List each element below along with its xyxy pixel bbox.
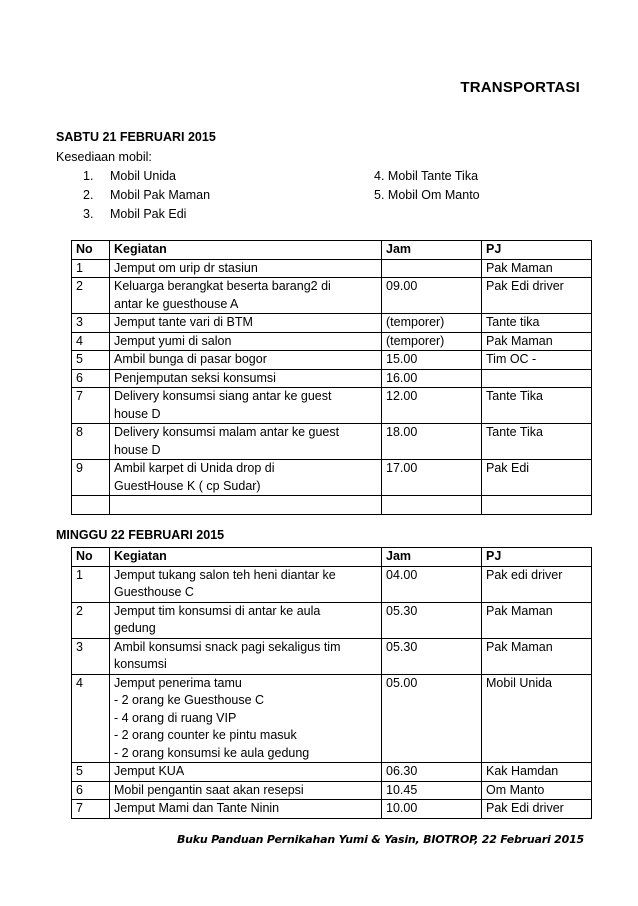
- footer-caption: Buku Panduan Pernikahan Yumi & Yasin, BIOTROP, 22 Februari 2015: [176, 833, 584, 846]
- cell-no: 7: [72, 388, 110, 424]
- cell-jam: (temporer): [382, 314, 482, 333]
- cell-jam: [382, 259, 482, 278]
- cell-jam: 05.00: [382, 674, 482, 763]
- cell-no: 3: [72, 638, 110, 674]
- kegiatan-line: antar ke guesthouse A: [114, 296, 239, 311]
- car-name: Mobil Unida: [110, 169, 177, 183]
- table-row: [72, 496, 592, 515]
- cell-pj: Tante Tika: [482, 424, 592, 460]
- header-jam: Jam: [382, 548, 482, 567]
- cell-no: 9: [72, 460, 110, 496]
- table-row: [72, 278, 592, 314]
- cell-kegiatan: [110, 259, 382, 278]
- saturday-schedule-table: [71, 240, 592, 515]
- cell-kegiatan: [110, 351, 382, 370]
- kegiatan-line: gedung: [114, 621, 156, 635]
- cell-jam: 05.30: [382, 638, 482, 674]
- cell-kegiatan: [110, 388, 382, 424]
- cell-pj: Kak Hamdan: [482, 763, 592, 782]
- table-row: [72, 369, 592, 388]
- table-row: [72, 314, 592, 333]
- car-item: [83, 169, 176, 183]
- cell-pj: Pak Maman: [482, 332, 592, 351]
- cell-kegiatan: [110, 566, 382, 602]
- cell-no: 6: [72, 369, 110, 388]
- document-title: TRANSPORTASI: [460, 79, 580, 96]
- table-row: [72, 602, 592, 638]
- kegiatan-line: [114, 496, 377, 514]
- cell-pj: Tim OC -: [482, 351, 592, 370]
- cell-no: 4: [72, 674, 110, 763]
- cell-kegiatan: [110, 602, 382, 638]
- cell-pj: Pak Edi driver: [482, 800, 592, 819]
- kegiatan-line: Delivery konsumsi malam antar ke guest: [114, 425, 340, 439]
- kegiatan-line: Jemput KUA: [114, 764, 185, 778]
- cell-jam: 18.00: [382, 424, 482, 460]
- cell-pj: [482, 496, 592, 515]
- table-row: [72, 388, 592, 424]
- cell-pj: Tante tika: [482, 314, 592, 333]
- header-pj: PJ: [482, 241, 592, 260]
- cell-pj: Tante Tika: [482, 388, 592, 424]
- kegiatan-line: - 4 orang di ruang VIP: [114, 710, 237, 725]
- cell-kegiatan: [110, 674, 382, 763]
- kegiatan-line: Jemput tim konsumsi di antar ke aula: [114, 603, 321, 618]
- car-item: [374, 169, 478, 183]
- table-row: [72, 351, 592, 370]
- cell-jam: [382, 496, 482, 515]
- kegiatan-line: - 2 orang konsumsi ke aula gedung: [114, 745, 310, 760]
- header-pj: PJ: [482, 548, 592, 567]
- cell-kegiatan: [110, 800, 382, 819]
- car-item: [83, 188, 210, 202]
- cell-kegiatan: [110, 369, 382, 388]
- kegiatan-line: Mobil pengantin saat akan resepsi: [114, 782, 304, 797]
- table-row: [72, 800, 592, 819]
- cell-no: 4: [72, 332, 110, 351]
- cell-jam: 10.00: [382, 800, 482, 819]
- kegiatan-line: Jemput tukang salon teh heni diantar ke: [114, 567, 336, 582]
- header-no: No: [72, 241, 110, 260]
- car-item: [83, 207, 186, 221]
- kegiatan-line: Keluarga berangkat beserta barang2 di: [114, 279, 331, 293]
- kegiatan-line: Ambil konsumsi snack pagi sekaligus tim: [114, 639, 341, 654]
- cell-jam: 06.30: [382, 763, 482, 782]
- kegiatan-line: Jemput om urip dr stasiun: [114, 260, 258, 275]
- cell-pj: Mobil Unida: [482, 674, 592, 763]
- cell-no: 5: [72, 351, 110, 370]
- car-name: Mobil Pak Maman: [110, 188, 211, 202]
- cell-pj: Pak edi driver: [482, 566, 592, 602]
- table-row: [72, 674, 592, 763]
- cell-pj: Pak Maman: [482, 602, 592, 638]
- kegiatan-line: Jemput tante vari di BTM: [114, 315, 253, 329]
- cell-jam: 09.00: [382, 278, 482, 314]
- kegiatan-line: house D: [114, 406, 161, 421]
- cell-jam: 10.45: [382, 781, 482, 800]
- header-kegiatan: Kegiatan: [110, 241, 382, 260]
- cell-no: [72, 496, 110, 515]
- cell-no: 1: [72, 259, 110, 278]
- cell-kegiatan: [110, 424, 382, 460]
- header-jam: Jam: [382, 241, 482, 260]
- table-row: [72, 763, 592, 782]
- car-name: Mobil Tante Tika: [387, 169, 479, 183]
- cell-no: 8: [72, 424, 110, 460]
- car-item: [374, 188, 480, 202]
- sunday-date-heading: MINGGU 22 FEBRUARI 2015: [56, 528, 225, 542]
- cell-pj: [482, 369, 592, 388]
- kegiatan-line: Jemput penerima tamu: [114, 675, 242, 690]
- table-row: [72, 460, 592, 496]
- kegiatan-line: Delivery konsumsi siang antar ke guest: [114, 389, 332, 403]
- cell-no: 5: [72, 763, 110, 782]
- car-number: 4.: [374, 169, 385, 183]
- cell-no: 7: [72, 800, 110, 819]
- cell-pj: Om Manto: [482, 781, 592, 800]
- table-row: [72, 566, 592, 602]
- header-kegiatan: Kegiatan: [110, 548, 382, 567]
- kegiatan-line: house D: [114, 442, 161, 457]
- cell-jam: (temporer): [382, 332, 482, 351]
- car-name: Mobil Om Manto: [387, 188, 480, 202]
- cell-no: 6: [72, 781, 110, 800]
- kegiatan-line: Jemput yumi di salon: [114, 333, 232, 348]
- table-row: [72, 781, 592, 800]
- kegiatan-line: Ambil karpet di Unida drop di: [114, 461, 275, 475]
- kegiatan-line: Ambil bunga di pasar bogor: [114, 352, 267, 366]
- table-header-row: [72, 241, 592, 260]
- cell-pj: Pak Edi driver: [482, 278, 592, 314]
- sunday-schedule-table: [71, 547, 592, 819]
- cell-no: 3: [72, 314, 110, 333]
- cell-kegiatan: [110, 278, 382, 314]
- kegiatan-line: - 2 orang counter ke pintu masuk: [114, 728, 297, 742]
- cell-kegiatan: [110, 460, 382, 496]
- cell-jam: 16.00: [382, 369, 482, 388]
- cell-no: 1: [72, 566, 110, 602]
- cell-jam: 05.30: [382, 602, 482, 638]
- cell-jam: 04.00: [382, 566, 482, 602]
- kegiatan-line: Guesthouse C: [114, 585, 194, 599]
- cell-kegiatan: [110, 496, 382, 515]
- kegiatan-line: Penjemputan seksi konsumsi: [114, 370, 276, 385]
- table-row: [72, 259, 592, 278]
- cell-no: 2: [72, 602, 110, 638]
- car-name: Mobil Pak Edi: [110, 207, 187, 221]
- cell-pj: Pak Maman: [482, 259, 592, 278]
- cell-pj: Pak Edi: [482, 460, 592, 496]
- table-header-row: [72, 548, 592, 567]
- cell-jam: 15.00: [382, 351, 482, 370]
- table-row: [72, 424, 592, 460]
- cell-jam: 12.00: [382, 388, 482, 424]
- kegiatan-line: - 2 orang ke Guesthouse C: [114, 693, 265, 707]
- cell-kegiatan: [110, 763, 382, 782]
- cell-no: 2: [72, 278, 110, 314]
- header-no: No: [72, 548, 110, 567]
- kegiatan-line: GuestHouse K ( cp Sudar): [114, 478, 261, 493]
- table-row: [72, 332, 592, 351]
- car-number: 3.: [83, 207, 94, 221]
- kegiatan-line: konsumsi: [114, 657, 167, 671]
- saturday-date-heading: SABTU 21 FEBRUARI 2015: [56, 130, 216, 144]
- cell-jam: 17.00: [382, 460, 482, 496]
- cell-kegiatan: [110, 781, 382, 800]
- car-number: 1.: [83, 169, 94, 183]
- car-number: 5.: [374, 188, 385, 202]
- cell-kegiatan: [110, 314, 382, 333]
- kegiatan-line: Jemput Mami dan Tante Ninin: [114, 801, 280, 815]
- car-number: 2.: [83, 188, 94, 202]
- car-availability-label: Kesediaan mobil:: [56, 150, 152, 164]
- cell-pj: Pak Maman: [482, 638, 592, 674]
- cell-kegiatan: [110, 332, 382, 351]
- cell-kegiatan: [110, 638, 382, 674]
- table-row: [72, 638, 592, 674]
